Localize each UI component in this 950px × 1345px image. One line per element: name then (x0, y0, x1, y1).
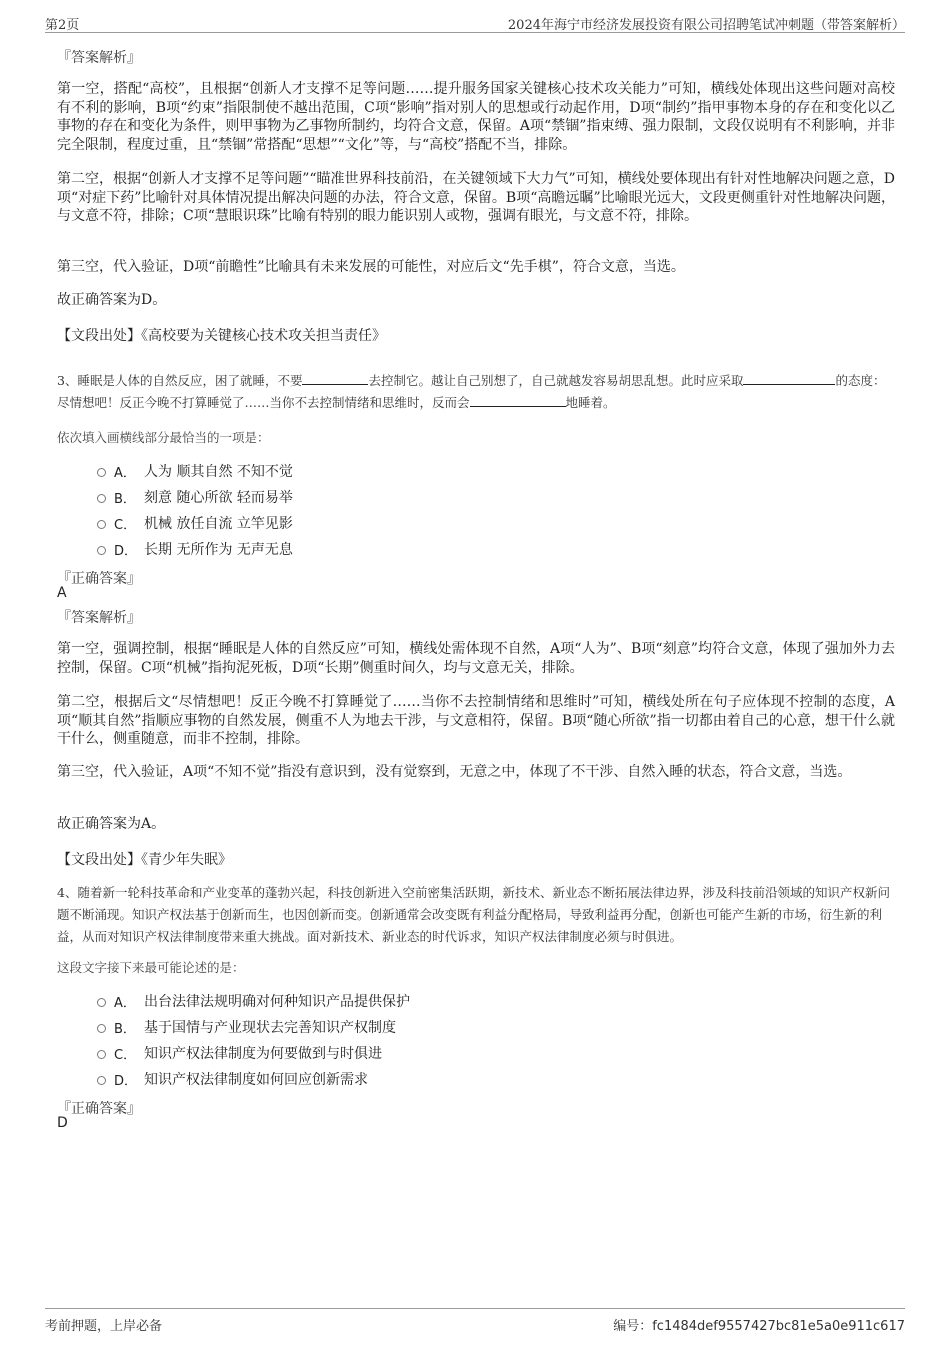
correct-answer-label: 『正确答案』 (57, 1101, 141, 1117)
option-b[interactable]: B． 刻意 随心所欲 轻而易举 (97, 484, 293, 510)
radio-button[interactable] (97, 468, 106, 477)
option-text: 人为 顺其自然 不知不觉 (144, 464, 293, 480)
fill-blank (743, 372, 835, 385)
analysis-label: 『答案解析』 (57, 50, 141, 66)
question-4-options (97, 988, 410, 1092)
document-title: 2024年海宁市经济发展投资有限公司招聘笔试冲刺题（带答案解析） (507, 18, 905, 33)
question-3-text: 3、睡眠是人体的自然反应，困了就睡，不要 (57, 373, 303, 388)
document-serial: 编号：fc1484def9557427bc81e5a0e911c617 (613, 1319, 905, 1334)
analysis-label: 『答案解析』 (57, 610, 141, 626)
passage-source: 【文段出处】《高校要为关键核心技术攻关担当责任》 (57, 328, 386, 344)
option-d[interactable]: D． 长期 无所作为 无声无息 (97, 536, 293, 562)
question-3-text: 去控制它。越让自己别想了，自己就越发容易胡思乱想。此时应采取 (368, 373, 744, 388)
correct-answer-label: 『正确答案』 (57, 571, 141, 587)
option-text: 出台法律法规明确对何种知识产品提供保护 (144, 994, 410, 1010)
option-text: 知识产权法律制度如何回应创新需求 (144, 1072, 368, 1088)
page-number: 第2页 (45, 18, 80, 33)
analysis-paragraph: 第二空，根据后文“尽情想吧！反正今晚不打算睡觉了……当你不去控制情绪和思维时”可知，横线处所在句子应体现不控制的态度，A项“顺其自然”指顺应事物的自然发展，侧重不人为地去干涉，与文意相符，保留。B项“随心所欲”指一切都由着自己的心意，想干什么就干什么，侧重随意，而非不控制，排除。 (57, 694, 895, 747)
option-text: 刻意 随心所欲 轻而易举 (144, 490, 293, 506)
page-footer (45, 1308, 905, 1337)
question-3-text: 地睡着。 (565, 395, 616, 410)
answer-conclusion: 故正确答案为A。 (57, 816, 166, 832)
radio-button[interactable] (97, 998, 106, 1007)
option-a[interactable]: A． 人为 顺其自然 不知不觉 (97, 458, 293, 484)
footer-slogan: 考前押题，上岸必备 (45, 1319, 163, 1334)
radio-button[interactable] (97, 546, 106, 555)
option-text: 基于国情与产业现状去完善知识产权制度 (144, 1020, 396, 1036)
option-c[interactable]: C． 机械 放任自流 立竿见影 (97, 510, 293, 536)
radio-button[interactable] (97, 1050, 106, 1059)
option-a[interactable]: A． 出台法律法规明确对何种知识产品提供保护 (97, 988, 410, 1014)
question-4-stem: 4、随着新一轮科技革命和产业变革的蓬勃兴起，科技创新进入空前密集活跃期，新技术、新业态不断拓展法律边界，涉及科技前沿领域的知识产权新问题不断涌现。知识产权法基于创新而生，也因创新而变。创新通常会改变既有利益分配格局，导致利益再分配，创新也可能产生新的市场，衍生新的利益，从而对知识产权法律制度带来重大挑战。面对新技术、新业态的时代诉求，知识产权法律制度必须与时俱进。 (57, 885, 890, 944)
option-c[interactable]: C． 知识产权法律制度为何要做到与时俱进 (97, 1040, 410, 1066)
option-b[interactable]: B． 基于国情与产业现状去完善知识产权制度 (97, 1014, 410, 1040)
question-3-prompt: 依次填入画横线部分最恰当的一项是： (57, 430, 270, 445)
option-text: 长期 无所作为 无声无息 (144, 542, 293, 558)
radio-button[interactable] (97, 494, 106, 503)
analysis-paragraph: 第一空，搭配“高校”，且根据“创新人才支撑不足等问题……提升服务国家关键核心技术攻关能力”可知，横线处体现出这些问题对高校有不利的影响，B项“约束”指限制使不越出范围，C项“影响”指对别人的思想或行动起作用，D项“制约”指甲事物本身的存在和变化以乙事物的存在和变化为条件，则甲事物为乙事物所制约，均符合文意，保留。A项“禁锢”指束缚、强力限制，文段仅说明有不利影响，并非完全限制，程度过重，且“禁锢”常搭配“思想”“文化”等，与“高校”搭配不当，排除。 (57, 81, 895, 153)
radio-button[interactable] (97, 1076, 106, 1085)
question-3-text: 的态度：尽情想吧！反正今晚不打算睡觉了……当你不去控制情绪和思维时，反而会 (57, 373, 886, 410)
analysis-paragraph: 第二空，根据“创新人才支撑不足等问题”“瞄准世界科技前沿，在关键领域下大力气”可知，横线处要体现出有针对性地解决问题之意，D项“对症下药”比喻针对具体情况提出解决问题的办法，符合文意，保留。B项“高瞻远瞩”比喻眼光远大，文段更侧重针对性地解决问题，与文意不符，排除；C项“慧眼识珠”比喻有特别的眼力能识别人或物，强调有眼光，与文意不符，排除。 (57, 171, 895, 224)
correct-answer: A (57, 585, 67, 601)
correct-answer: D (57, 1115, 68, 1131)
radio-button[interactable] (97, 520, 106, 529)
radio-button[interactable] (97, 1024, 106, 1033)
question-4-prompt: 这段文字接下来最可能论述的是： (57, 960, 245, 975)
question-3-stem (57, 370, 895, 414)
analysis-paragraph: 第三空，代入验证，A项“不知不觉”指没有意识到，没有觉察到，无意之中，体现了不干涉、自然入睡的状态，符合文意，当选。 (57, 764, 852, 780)
option-text: 机械 放任自流 立竿见影 (144, 516, 293, 532)
passage-source: 【文段出处】《青少年失眠》 (57, 852, 232, 868)
fill-blank (302, 372, 368, 385)
analysis-paragraph: 第三空，代入验证，D项“前瞻性”比喻具有未来发展的可能性，对应后文“先手棋”，符合文意，当选。 (57, 259, 685, 275)
answer-conclusion: 故正确答案为D。 (57, 292, 167, 308)
page-header (45, 10, 905, 33)
question-3-options (97, 458, 293, 562)
fill-blank (470, 394, 566, 407)
analysis-paragraph: 第一空，强调控制，根据“睡眠是人体的自然反应”可知，横线处需体现不自然，A项“人为”、B项“刻意”均符合文意，体现了强加外力去控制，保留。C项“机械”指拘泥死板，D项“长期”侧重时间久，均与文意无关，排除。 (57, 641, 895, 676)
option-d[interactable]: D． 知识产权法律制度如何回应创新需求 (97, 1066, 410, 1092)
option-text: 知识产权法律制度为何要做到与时俱进 (144, 1046, 382, 1062)
